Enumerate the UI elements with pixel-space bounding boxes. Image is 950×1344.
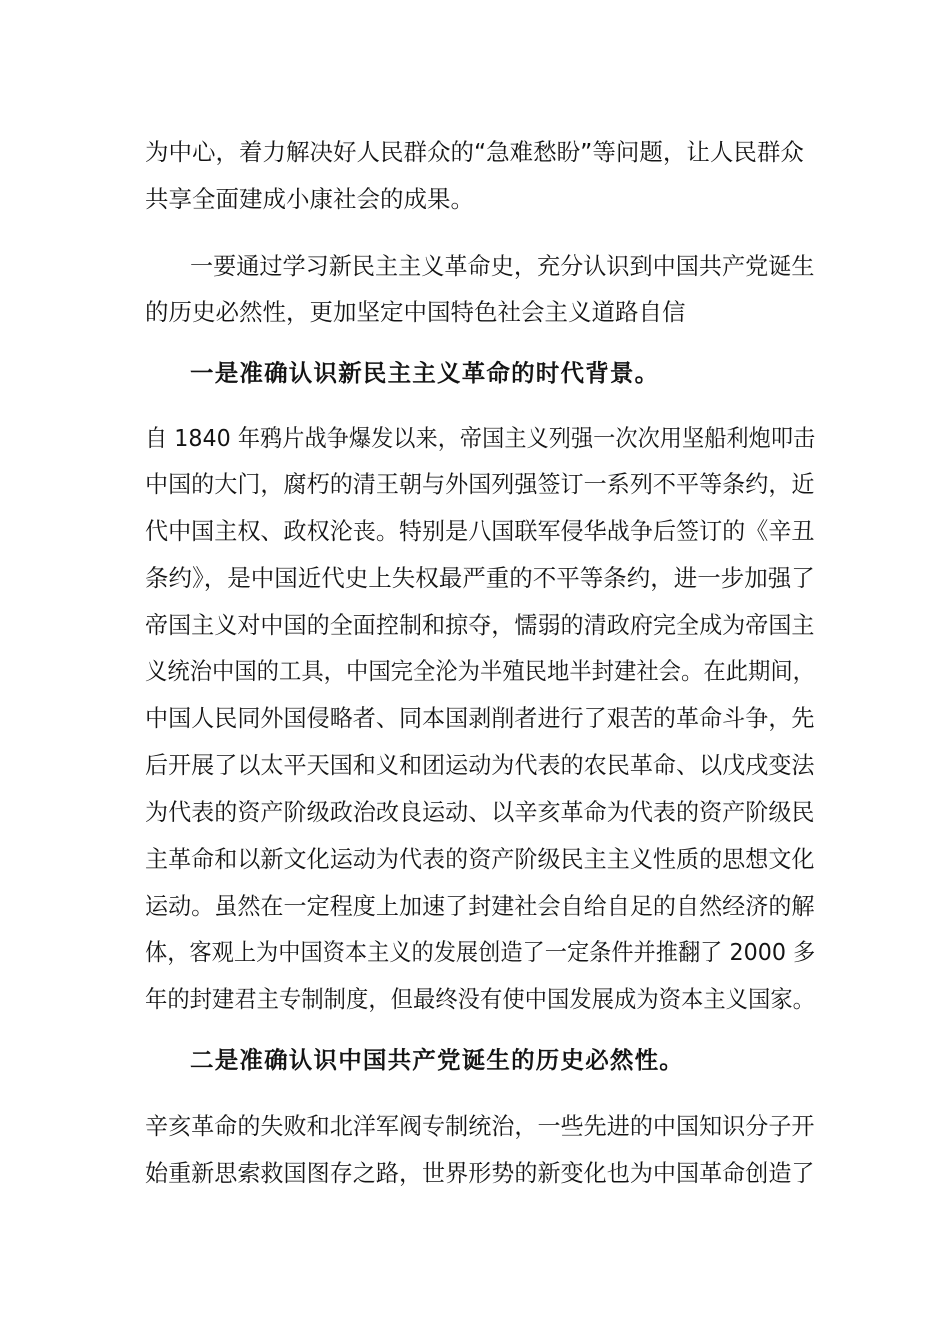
body-one-line-1: 自 1840 年鸦片战争爆发以来，帝国主义列强一次次用坚船利炮叩击 [145,424,816,452]
body-one-line-8: 后开展了以太平天国和义和团运动为代表的农民革命、以戊戌变法 [145,751,815,779]
body-one-line-6: 义统治中国的工具，中国完全沦为半殖民地半封建社会。在此期间， [145,657,815,685]
body-two-line-1: 辛亥革命的失败和北洋军阀专制统治，一些先进的中国知识分子开 [145,1112,815,1140]
body-one-line-7: 中国人民同外国侵略者、同本国剥削者进行了艰苦的革命斗争，先 [145,704,815,732]
body-one-line-4: 条约》，是中国近代史上失权最严重的不平等条约，进一步加强了 [145,564,815,592]
section-one-line-1: 一要通过学习新民主主义革命史，充分认识到中国共产党诞生 [190,252,815,280]
body-one-line-2: 中国的大门，腐朽的清王朝与外国列强签订一系列不平等条约，近 [145,470,815,498]
body-one-line-9: 为代表的资产阶级政治改良运动、以辛亥革命为代表的资产阶级民 [145,798,815,826]
heading-one: 一是准确认识新民主主义革命的时代背景。 [190,359,660,387]
body-one-line-5: 帝国主义对中国的全面控制和掠夺，懦弱的清政府完全成为帝国主 [145,611,815,639]
body-one-line-13: 年的封建君主专制制度，但最终没有使中国发展成为资本主义国家。 [145,985,815,1013]
intro-line-2: 共享全面建成小康社会的成果。 [145,185,474,213]
intro-line-1: 为中心，着力解决好人民群众的“急难愁盼”等问题，让人民群众 [145,138,804,166]
body-one-line-12: 体，客观上为中国资本主义的发展创造了一定条件并推翻了 2000 多 [145,938,816,966]
body-one-line-10: 主革命和以新文化运动为代表的资产阶级民主主义性质的思想文化 [145,845,815,873]
body-one-line-11: 运动。虽然在一定程度上加速了封建社会自给自足的自然经济的解 [145,892,815,920]
body-one-line-3: 代中国主权、政权沦丧。特别是八国联军侵华战争后签订的《辛丑 [145,517,815,545]
heading-two: 二是准确认识中国共产党诞生的历史必然性。 [190,1046,684,1074]
body-two-line-2: 始重新思索救国图存之路，世界形势的新变化也为中国革命创造了 [145,1159,815,1187]
section-one-line-2: 的历史必然性，更加坚定中国特色社会主义道路自信 [145,298,686,326]
